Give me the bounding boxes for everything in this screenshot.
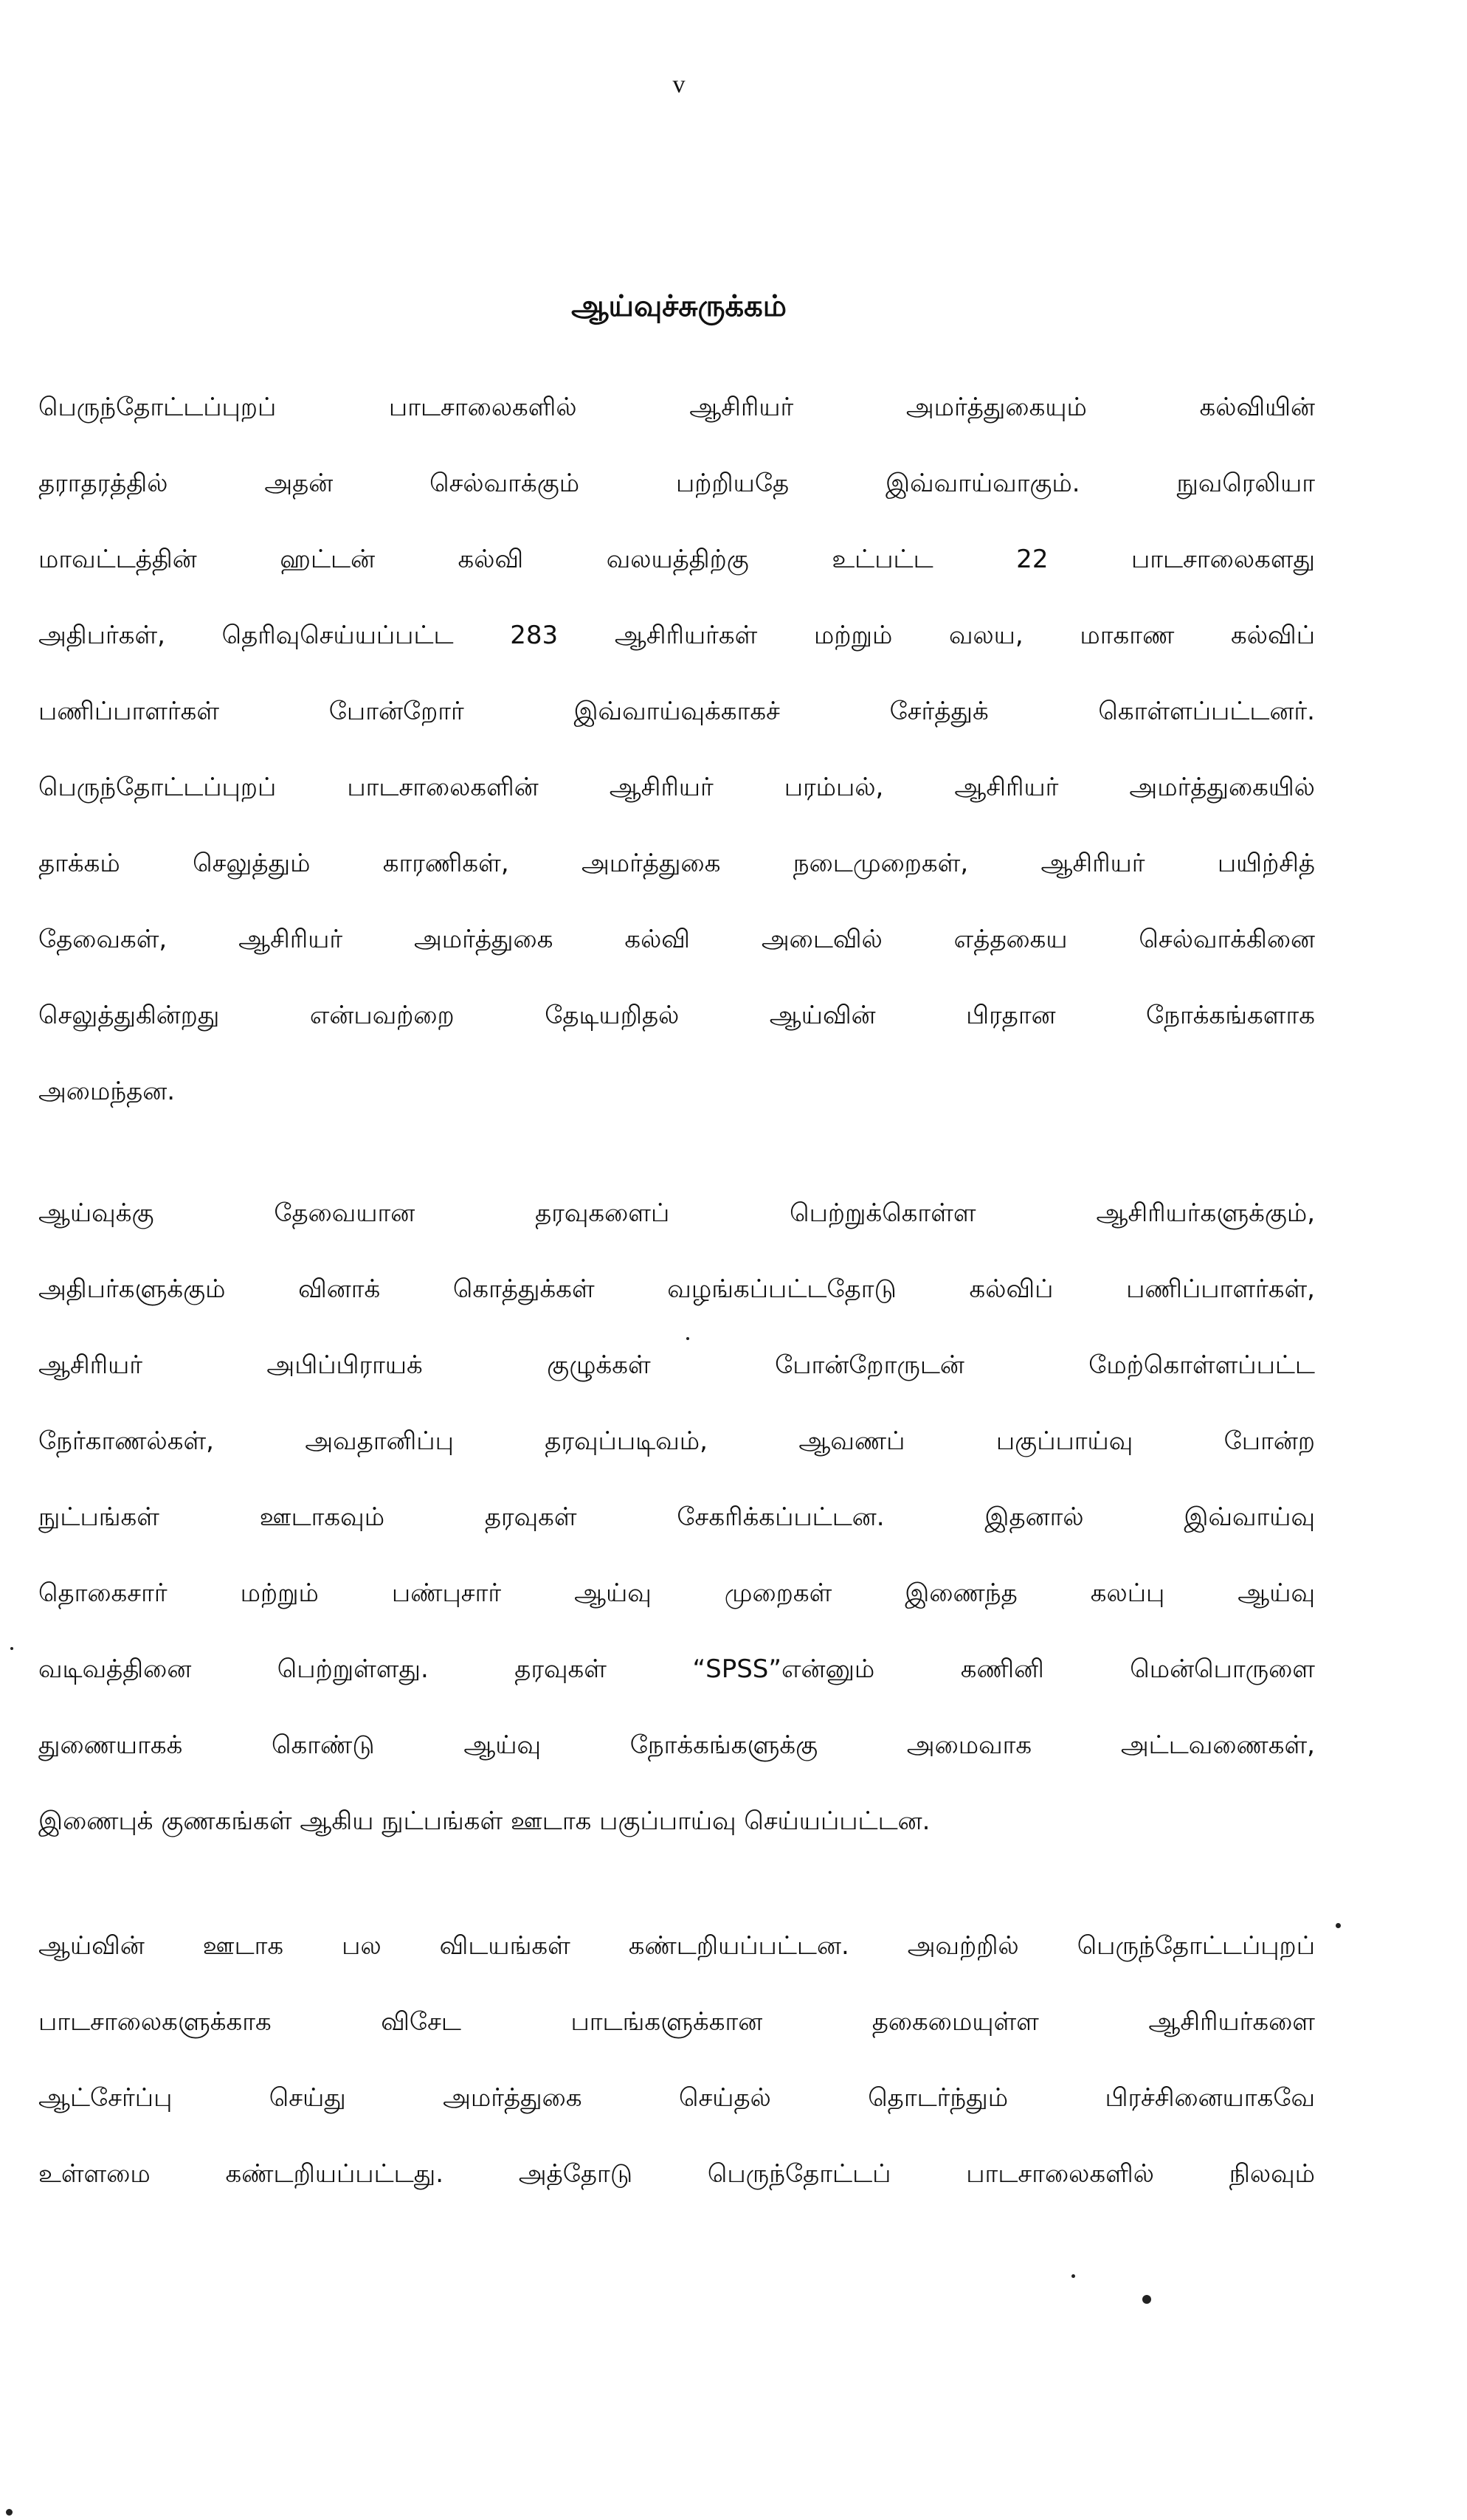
scan-speck — [686, 1337, 689, 1340]
text-line: செலுத்துகின்றது என்பவற்றை தேடியறிதல் ஆய்வின் பிரதான நோக்கங்களாக — [38, 1001, 1315, 1030]
text-line: அமைந்தன. — [38, 1077, 176, 1106]
text-line: பெருந்தோட்டப்புறப் பாடசாலைகளில் ஆசிரியர் அமர்த்துகையும் கல்வியின் — [38, 393, 1315, 422]
text-line: இணைபுக் குணகங்கள் ஆகிய நுட்பங்கள் ஊடாக பகுப்பாய்வு செய்யப்பட்டன. — [38, 1806, 931, 1836]
text-line: பாடசாலைகளுக்காக விசேட பாடங்களுக்கான தகைமையுள்ள ஆசிரியர்களை — [38, 2007, 1315, 2037]
text-line: மாவட்டத்தின் ஹட்டன் கல்வி வலயத்திற்கு உட்பட்ட 22 பாடசாலைகளது — [38, 545, 1315, 574]
abstract-paragraph-1 — [38, 384, 1315, 1144]
scan-speck — [1071, 2274, 1075, 2278]
text-line: வடிவத்தினை பெற்றுள்ளது. தரவுகள் “SPSS”என்னும் கணினி மென்பொருளை — [38, 1654, 1315, 1684]
text-line: தராதரத்தில் அதன் செல்வாக்கும் பற்றியதே இவ்வாய்வாகும். நுவரெலியா — [38, 469, 1315, 498]
text-line: தாக்கம் செலுத்தும் காரணிகள், அமர்த்துகை நடைமுறைகள், ஆசிரியர் பயிற்சித் — [38, 849, 1315, 878]
text-line: அதிபர்களுக்கும் வினாக் கொத்துக்கள் வழங்கப்பட்டதோடு கல்விப் பணிப்பாளர்கள், — [38, 1274, 1315, 1304]
text-line: பணிப்பாளர்கள் போன்றோர் இவ்வாய்வுக்காகச் சேர்த்துக் கொள்ளப்பட்டனர். — [38, 697, 1315, 726]
text-line: அதிபர்கள், தெரிவுசெய்யப்பட்ட 283 ஆசிரியர்கள் மற்றும் வலய, மாகாண கல்விப் — [38, 621, 1315, 650]
text-line: நேர்காணல்கள், அவதானிப்பு தரவுப்படிவம், ஆவணப் பகுப்பாய்வு போன்ற — [38, 1426, 1315, 1456]
text-line: ஆட்சேர்ப்பு செய்து அமர்த்துகை செய்தல் தொடர்ந்தும் பிரச்சினையாகவே — [38, 2083, 1315, 2113]
abstract-paragraph-2 — [38, 1190, 1315, 1874]
text-line: உள்ளமை கண்டறியப்பட்டது. அத்தோடு பெருந்தோட்டப் பாடசாலைகளில் நிலவும் — [38, 2159, 1315, 2189]
abstract-paragraph-3 — [38, 1922, 1315, 2226]
text-line: தொகைசார் மற்றும் பண்புசார் ஆய்வு முறைகள் இணைந்த கலப்பு ஆய்வு — [38, 1578, 1315, 1608]
text-line: பெருந்தோட்டப்புறப் பாடசாலைகளின் ஆசிரியர் பரம்பல், ஆசிரியர் அமர்த்துகையில் — [38, 773, 1315, 802]
page-number: v — [672, 71, 686, 98]
text-line: தேவைகள், ஆசிரியர் அமர்த்துகை கல்வி அடைவில் எத்தகைய செல்வாக்கினை — [38, 925, 1315, 954]
text-line: ஆய்வின் ஊடாக பல விடயங்கள் கண்டறியப்பட்டன. அவற்றில் பெருந்தோட்டப்புறப் — [38, 1931, 1315, 1961]
scan-speck — [1142, 2295, 1151, 2304]
scan-speck — [6, 2509, 13, 2516]
page-title: ஆய்வுச்சுருக்கம் — [571, 289, 787, 323]
scan-speck — [10, 1647, 13, 1650]
text-line: நுட்பங்கள் ஊடாகவும் தரவுகள் சேகரிக்கப்பட்டன. இதனால் இவ்வாய்வு — [38, 1502, 1315, 1532]
text-line: துணையாகக் கொண்டு ஆய்வு நோக்கங்களுக்கு அமைவாக அட்டவணைகள், — [38, 1730, 1315, 1760]
scan-speck — [1336, 1923, 1341, 1928]
text-line: ஆய்வுக்கு தேவையான தரவுகளைப் பெற்றுக்கொள்ள ஆசிரியர்களுக்கும், — [38, 1198, 1315, 1228]
text-line: ஆசிரியர் அபிப்பிராயக் குழுக்கள் போன்றோருடன் மேற்கொள்ளப்பட்ட — [38, 1350, 1315, 1380]
